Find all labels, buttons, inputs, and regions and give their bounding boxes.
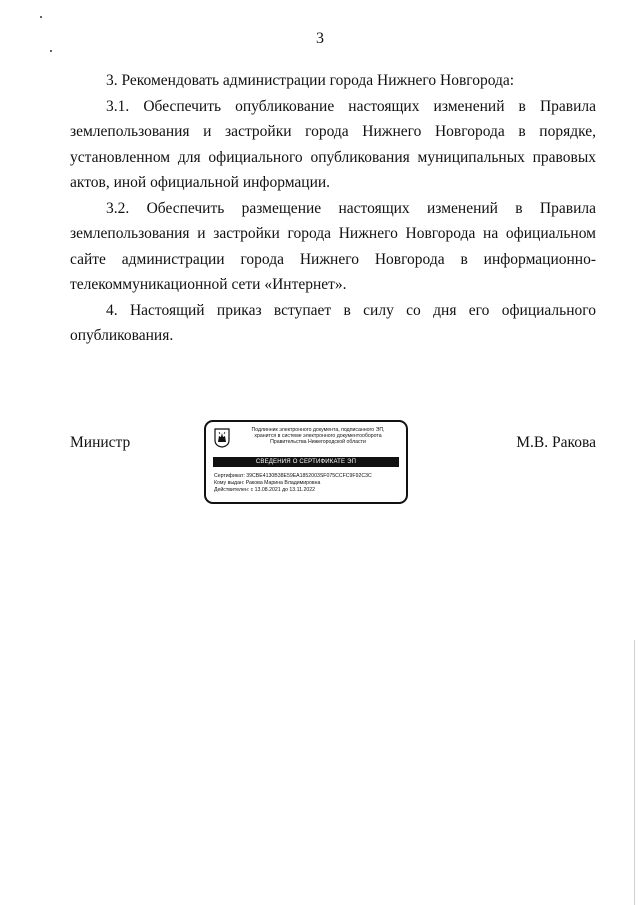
stamp-header bbox=[236, 427, 400, 446]
page-number: 3 bbox=[316, 30, 324, 47]
coat-of-arms-icon bbox=[214, 428, 230, 448]
paragraph-3: 3. Рекомендовать администрации города Нижнего Новгорода: bbox=[106, 72, 515, 89]
stamp-header-line: хранится в системе электронного документооборота bbox=[254, 433, 382, 440]
signatory-title: Министр bbox=[70, 434, 131, 451]
certificate-line bbox=[214, 473, 400, 480]
validity-line bbox=[214, 487, 400, 494]
certificate-value: 39CBE4130B38E59EA1852003SF075CCFC9F92C3C bbox=[246, 473, 372, 479]
signatory-name: М.В. Ракова bbox=[516, 434, 596, 451]
electronic-signature-stamp bbox=[204, 420, 408, 504]
stamp-header-line: Правительства Нижегородской области bbox=[270, 439, 366, 446]
scan-edge-line bbox=[634, 640, 635, 905]
validity-value: с 13.08.2021 до 13.11.2022 bbox=[250, 487, 315, 493]
paragraph-3-1: 3.1. Обеспечить опубликование настоящих изменений в Правила землепользования и застройки города Нижнего Новгорода в порядке, установленном для официального опубликования муниципальных правовых актов, иной официальной информации. bbox=[70, 97, 596, 191]
stamp-details bbox=[214, 473, 400, 494]
document-body bbox=[70, 68, 596, 349]
validity-label: Действителен: bbox=[214, 487, 250, 493]
issued-to-line bbox=[214, 480, 400, 487]
paragraph-3-2: 3.2. Обеспечить размещение настоящих изменений в Правила землепользования и застройки города Нижнего Новгорода на официальном сайте администрации города Нижнего Новгорода в информационно-телекоммуникационной сети «Интернет». bbox=[70, 199, 596, 293]
stamp-header-line: Подлинник электронного документа, подписанного ЭП, bbox=[251, 427, 385, 433]
issued-to-value: Ракова Марина Владимировна bbox=[245, 480, 321, 486]
certificate-label: Сертификат: bbox=[214, 473, 245, 479]
issued-to-label: Кому выдан: bbox=[214, 480, 245, 486]
scan-speck-top bbox=[40, 16, 42, 18]
signature-block bbox=[70, 420, 596, 510]
scan-speck-left bbox=[50, 50, 52, 52]
stamp-certificate-bar: СВЕДЕНИЯ О СЕРТИФИКАТЕ ЭП bbox=[213, 457, 399, 467]
paragraph-4: 4. Настоящий приказ вступает в силу со дня его официального опубликования. bbox=[70, 301, 596, 344]
